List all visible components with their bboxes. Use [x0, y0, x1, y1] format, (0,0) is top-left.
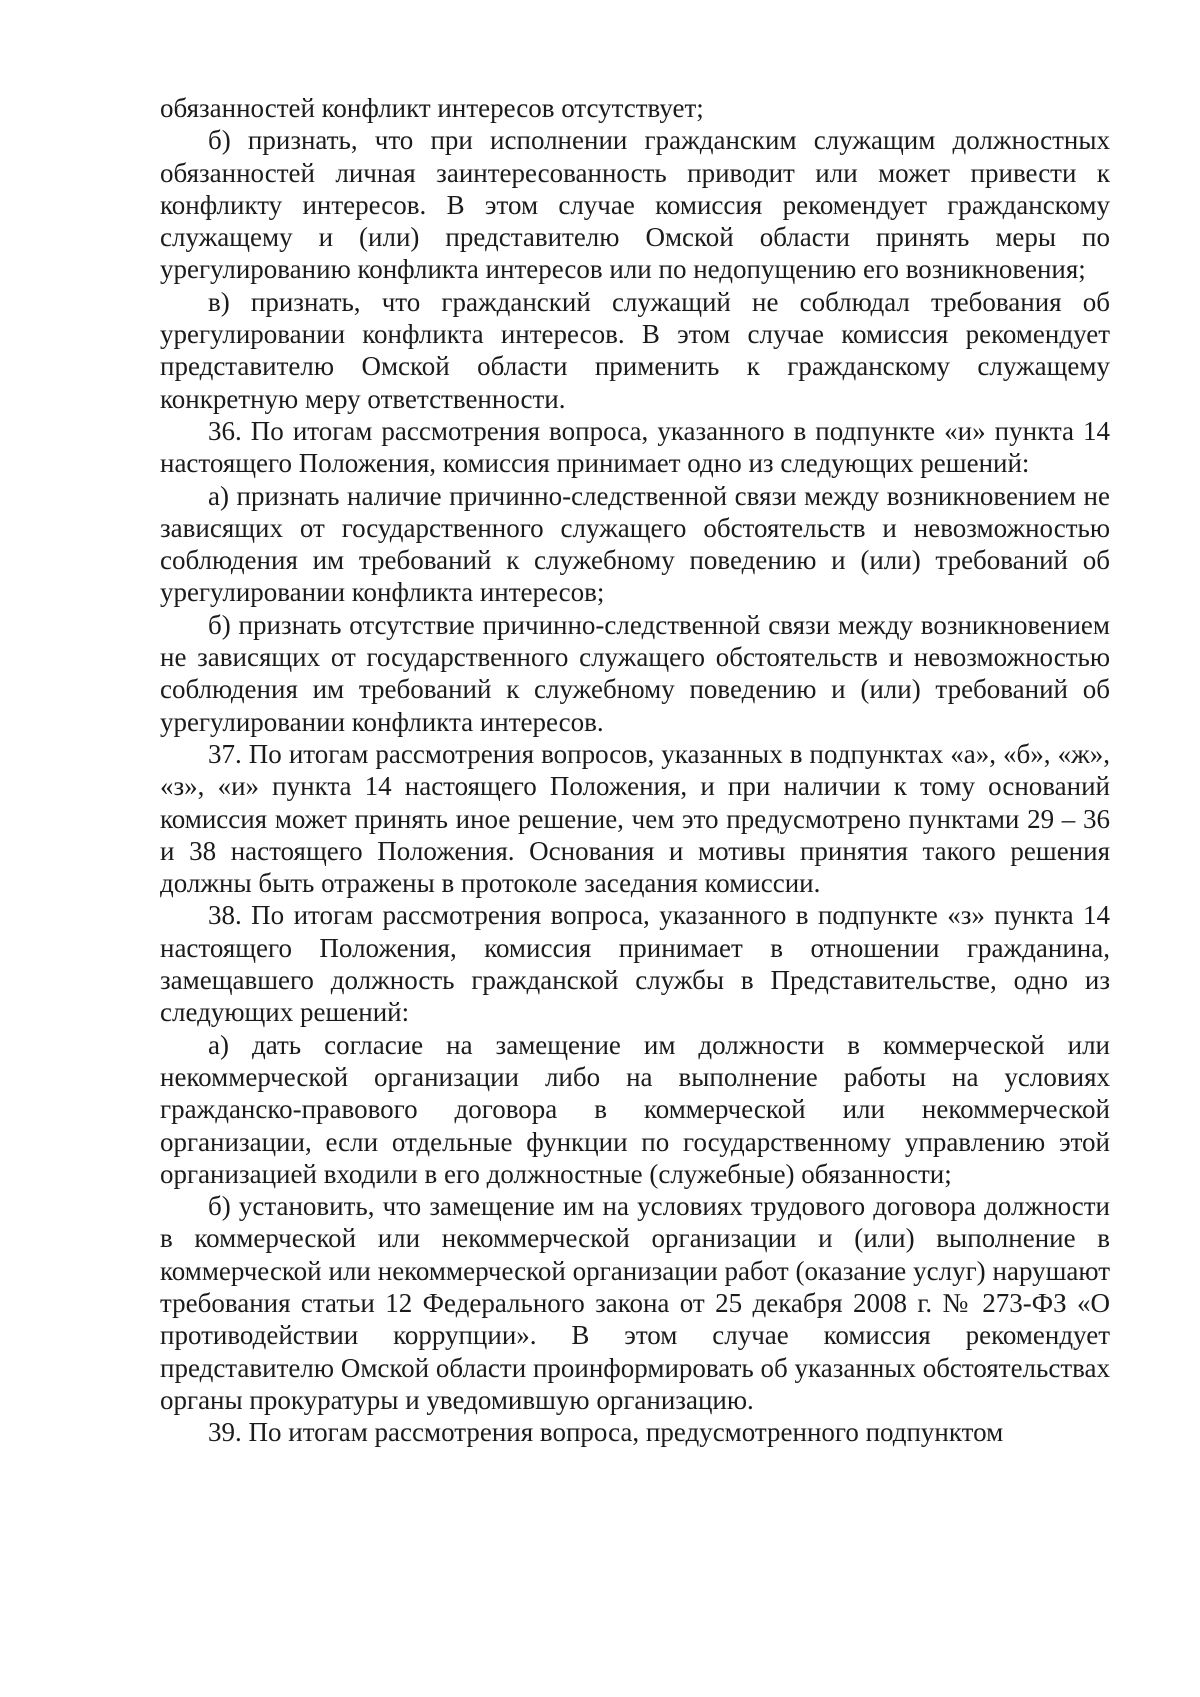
paragraph-36-item-b: б) признать отсутствие причинно-следственной связи между возникновением не зависящих от государственного служащего обстоятельств и невозможностью соблюдения им требований к служебному поведению и (или) требований об урегулировании конфликта интересов. [160, 609, 1110, 737]
paragraph-36: 36. По итогам рассмотрения вопроса, указанного в подпункте «и» пункта 14 настоящего Положения, комиссия принимает одно из следующих решений: [160, 415, 1110, 479]
paragraph-item-b: б) признать, что при исполнении гражданским служащим должностных обязанностей личная заинтересованность приводит или может привести к конфликту интересов. В этом случае комиссия рекомендует гражданскому служащему и (или) представителю Омской области принять меры по урегулированию конфликта интересов или по недопущению его возникновения; [160, 125, 1110, 285]
paragraph-37: 37. По итогам рассмотрения вопросов, указанных в подпунктах «а», «б», «ж», «з», «и» пункта 14 настоящего Положения, и при наличии к тому оснований комиссия может принять иное решение, чем это предусмотрено пунктами 29 – 36 и 38 настоящего Положения. Основания и мотивы принятия такого решения должны быть отражены в протоколе заседания комиссии. [160, 738, 1110, 899]
paragraph-item-v: в) признать, что гражданский служащий не соблюдал требования об урегулировании конфликта интересов. В этом случае комиссия рекомендует представителю Омской области применить к гражданскому служащему конкретную меру ответственности. [160, 286, 1110, 414]
paragraph-38-item-b: б) установить, что замещение им на условиях трудового договора должности в коммерческой или некоммерческой организации и (или) выполнение в коммерческой или некоммерческой организации работ (оказание услуг) нарушают требования статьи 12 Федерального закона от 25 декабря 2008 г. № 273-ФЗ «О противодействии коррупции». В этом случае комиссия рекомендует представителю Омской области проинформировать об указанных обстоятельствах органы прокуратуры и уведомившую организацию. [160, 1191, 1110, 1415]
paragraph-36-item-a: а) признать наличие причинно-следственной связи между возникновением не зависящих от государственного служащего обстоятельств и невозможностью соблюдения им требований к служебному поведению и (или) требований об урегулировании конфликта интересов; [160, 480, 1110, 608]
paragraph-continuation: обязанностей конфликт интересов отсутствует; [160, 93, 704, 123]
paragraph-38-item-a: а) дать согласие на замещение им должности в коммерческой или некоммерческой организации либо на выполнение работы на условиях гражданско-правового договора в коммерческой или некоммерческой организации, если отдельные функции по государственному управлению этой организацией входили в его должностные (служебные) обязанности; [160, 1029, 1110, 1189]
paragraph-39: 39. По итогам рассмотрения вопроса, предусмотренного подпунктом [208, 1417, 1004, 1448]
paragraph-38: 38. По итогам рассмотрения вопроса, указанного в подпункте «з» пункта 14 настоящего Положения, комиссия принимает в отношении гражданина, замещавшего должность гражданской службы в Представительстве, одно из следующих решений: [160, 900, 1110, 1028]
document-body [160, 92, 1110, 1448]
